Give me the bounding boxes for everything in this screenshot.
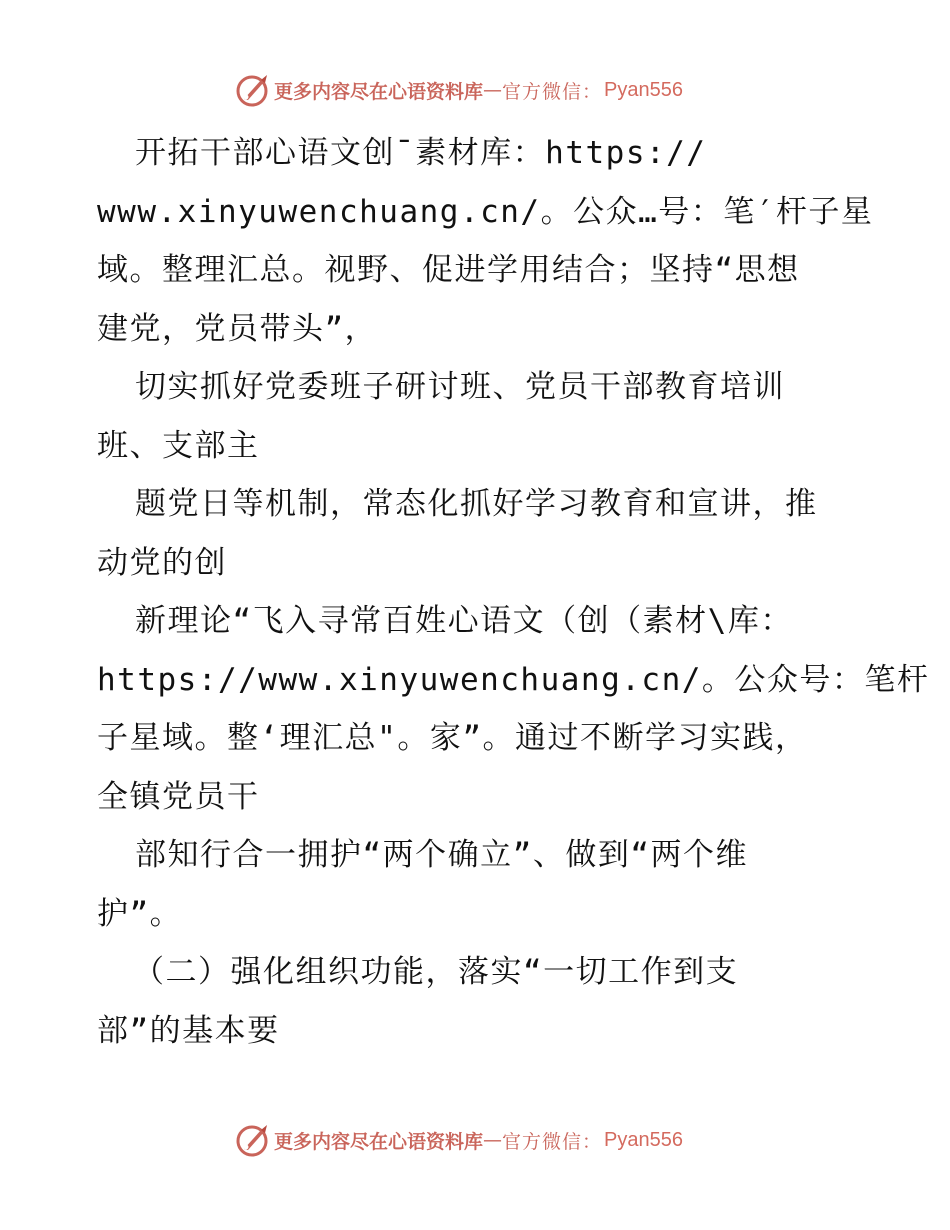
text-line: 班、支部主 — [97, 427, 260, 464]
text-line: 题党日等机制，常态化抓好学习教育和宣讲，推 — [135, 486, 818, 522]
banner-wechat-label: 官方微信： — [502, 80, 603, 103]
text-line: 建党，党员带头”， — [97, 310, 378, 347]
text-line: 护”。 — [97, 895, 183, 932]
banner-wechat-id: Pyan556 — [604, 78, 683, 101]
quill-pen-logo-icon — [234, 72, 270, 108]
banner-separator: — — [483, 79, 503, 101]
text-line: https://www.xinyuwenchuang.cn/。公众号：笔杆 — [97, 661, 930, 698]
text-line: 动党的创 — [97, 544, 227, 581]
text-line: 切实抓好党委班子研讨班、党员干部教育培训 — [135, 369, 785, 405]
section-heading-line: （二）强化组织功能，落实“一切工作到支 — [133, 954, 739, 990]
banner-wechat-label: 官方微信： — [502, 1130, 603, 1153]
text-line: 新理论“飞入寻常百姓心语文（创（素材\库： — [135, 603, 793, 639]
text-line: 部”的基本要 — [97, 1012, 280, 1049]
footer-banner — [234, 1121, 754, 1159]
text-line: 全镇党员干 — [97, 778, 260, 815]
banner-main-text: 更多内容尽在心语资料库 — [274, 1130, 484, 1153]
text-line: 域。整理汇总。视野、促进学用结合；坚持“思想 — [97, 252, 800, 288]
text-line: 开拓干部心语文创¯素材库：https:// — [135, 135, 707, 171]
text-line: 部知行合一拥护“两个确立”、做到“两个维 — [135, 837, 748, 873]
banner-wechat-id: Pyan556 — [604, 1128, 683, 1151]
banner-separator: — — [483, 1129, 503, 1151]
text-line: www.xinyuwenchuang.cn/。公众…号：笔′杆子星 — [97, 193, 874, 230]
quill-pen-logo-icon — [234, 1122, 270, 1158]
header-banner — [234, 71, 754, 109]
document-body — [97, 124, 930, 1060]
banner-main-text: 更多内容尽在心语资料库 — [274, 80, 484, 103]
text-line: 子星域。整‘理汇总"。家”。通过不断学习实践， — [97, 720, 808, 756]
